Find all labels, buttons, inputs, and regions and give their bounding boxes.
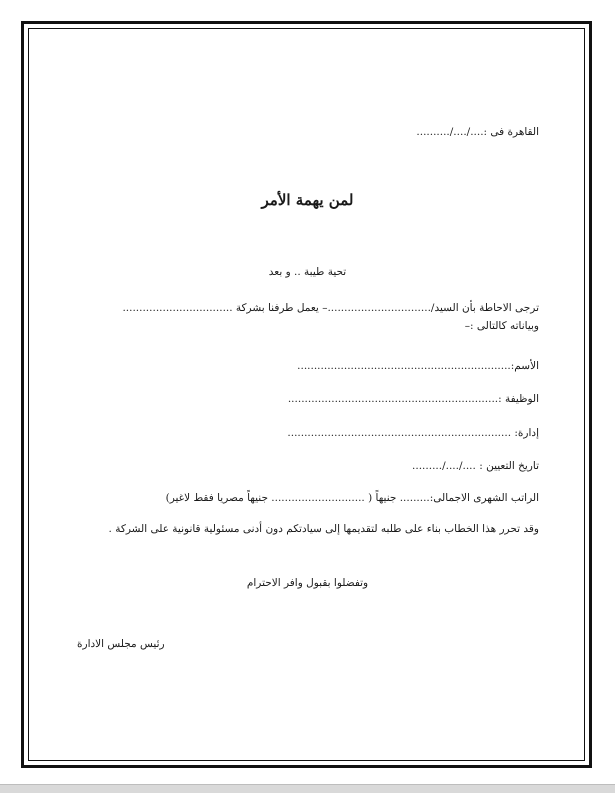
name-field: الأسم:................................................................ xyxy=(297,360,539,372)
disclaimer-text: وقد تحرر هذا الخطاب بناء على طلبه لتقديمها إلى سيادتكم دون أدنى مسئولية قانونية على الشركة . xyxy=(108,523,539,535)
intro-line-1: ترجى الاحاطة بأن السيد/...............................– يعمل طرفنا بشركة ................................. xyxy=(122,302,539,314)
department-field: إدارة: ................................................................... xyxy=(287,427,539,439)
intro-line-2: وبياناته كالتالى :– xyxy=(464,320,539,332)
greeting: تحية طيبة .. و بعد xyxy=(268,266,347,278)
closing-text: وتفضلوا بقبول وافر الاحترام xyxy=(246,577,369,589)
signature-title: رئيس مجلس الادارة xyxy=(77,638,165,650)
hire-date-field: تاريخ التعيين : ..../..../......... xyxy=(412,460,539,472)
document-title: لمن يهمة الأمر xyxy=(261,191,354,209)
salary-line: الراتب الشهرى الاجمالى:......... جنيهاً ( ............................ جنيهاً مصريا فقط لاغير) xyxy=(165,492,539,504)
job-field: الوظيفة :............................................................... xyxy=(287,393,539,405)
date-line: القاهرة فى :..../..../.......... xyxy=(416,126,539,138)
